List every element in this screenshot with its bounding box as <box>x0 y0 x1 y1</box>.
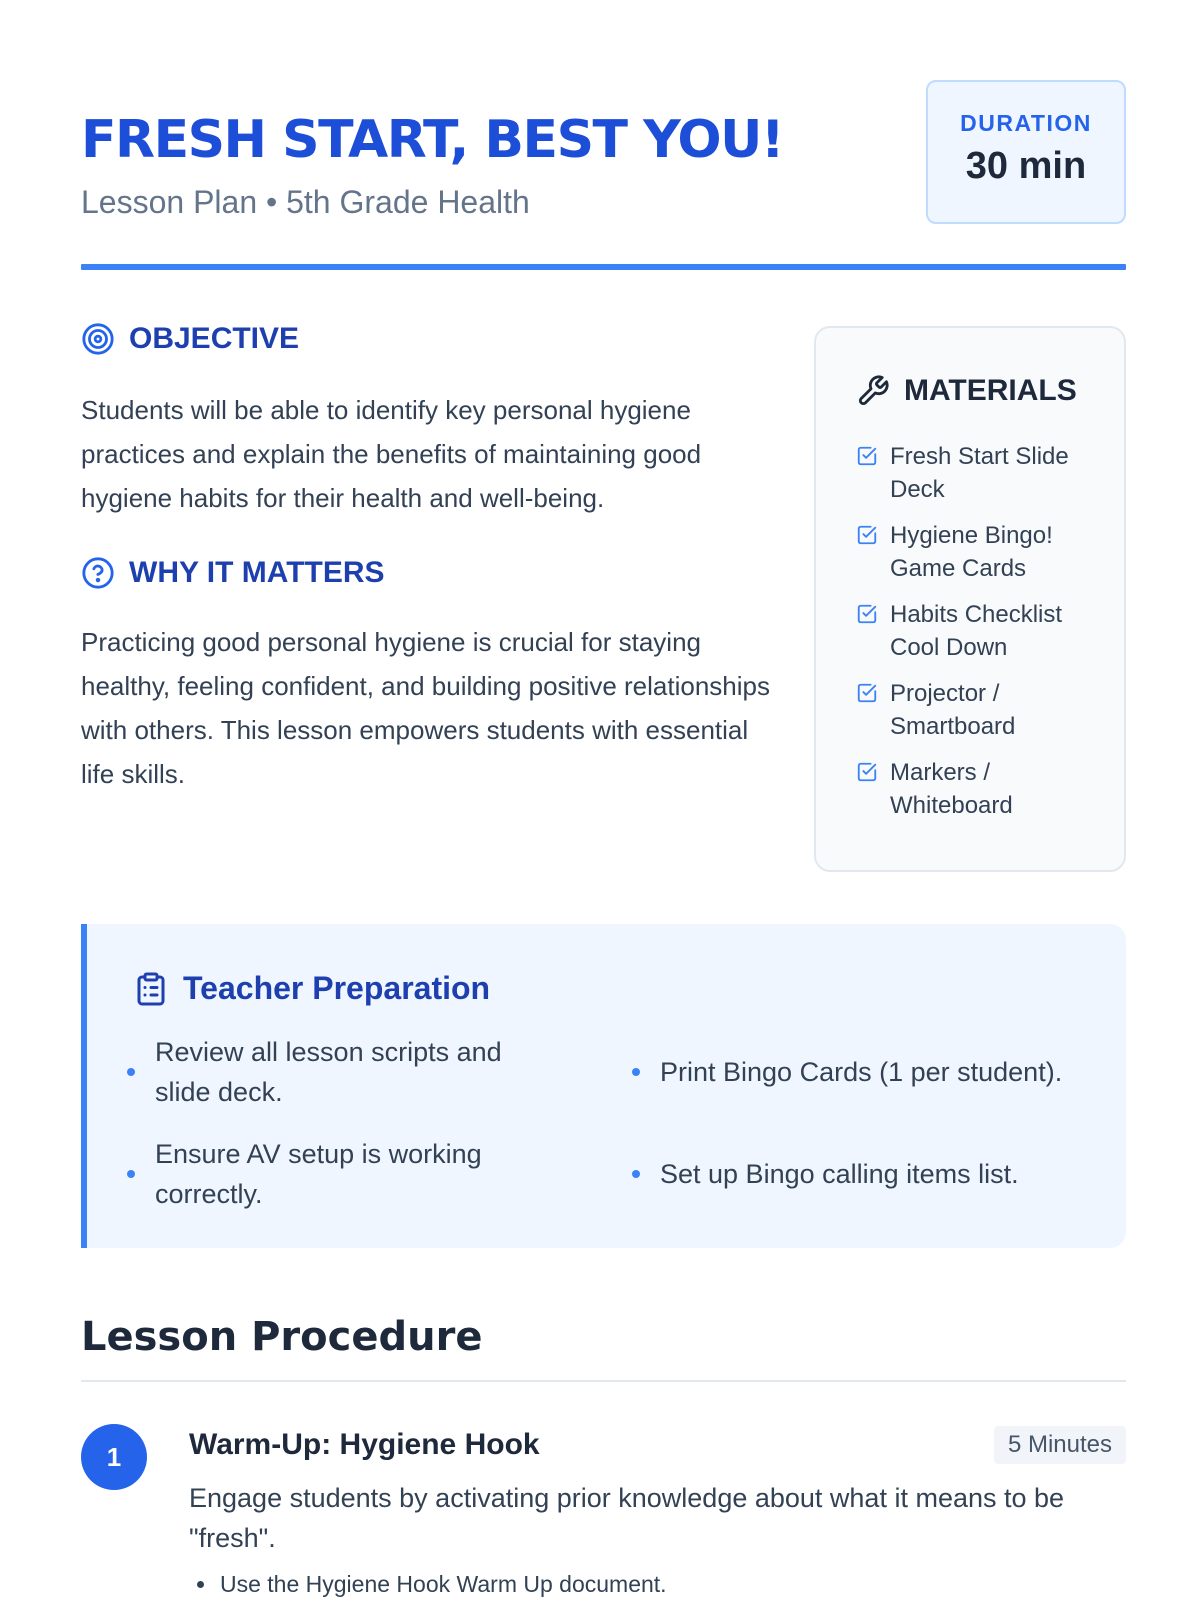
bullet-dot <box>127 1068 135 1076</box>
materials-card <box>814 326 1126 872</box>
checkbox-icon <box>856 761 878 783</box>
list-item <box>632 1032 1087 1112</box>
material-label: Hygiene Bingo! Game Cards <box>890 522 1053 582</box>
prep-item-text: Ensure AV setup is working correctly. <box>155 1139 482 1209</box>
list-item <box>856 756 1106 822</box>
materials-title: MATERIALS <box>904 374 1077 407</box>
step-bullet-text: Use the Hygiene Hook Warm Up document. <box>220 1571 667 1597</box>
prep-list <box>127 1032 1087 1214</box>
step-description: Engage students by activating prior knowledge about what it means to be "fresh". <box>189 1483 1065 1553</box>
checkbox-icon <box>856 524 878 546</box>
procedure-title: Lesson Procedure <box>81 1314 483 1360</box>
question-circle-icon <box>81 556 115 590</box>
teacher-prep-panel <box>81 924 1126 1248</box>
material-label: Markers / Whiteboard <box>890 759 1013 819</box>
duration-card <box>926 80 1126 224</box>
duration-value: 30 min <box>965 145 1087 187</box>
checkbox-icon <box>856 603 878 625</box>
list-item <box>127 1032 632 1112</box>
material-label: Fresh Start Slide Deck <box>890 443 1069 503</box>
page-title: FRESH START, BEST YOU! <box>81 110 784 170</box>
step-duration-badge: 5 Minutes <box>994 1426 1126 1464</box>
step-title: Warm-Up: Hygiene Hook <box>189 1428 540 1461</box>
header-divider <box>81 264 1126 270</box>
target-icon <box>81 322 115 356</box>
objective-heading <box>81 322 299 356</box>
bullet-dot <box>632 1170 640 1178</box>
checkbox-icon <box>856 682 878 704</box>
material-label: Habits Checklist Cool Down <box>890 601 1063 661</box>
list-item <box>189 1568 667 1600</box>
list-item <box>856 598 1106 664</box>
step-number-badge: 1 <box>81 1424 147 1490</box>
why-heading <box>81 556 385 590</box>
prep-item-text: Print Bingo Cards (1 per student). <box>660 1057 1063 1087</box>
bullet-dot <box>127 1170 135 1178</box>
prep-heading <box>133 970 490 1007</box>
lesson-header <box>81 80 1126 272</box>
procedure-divider <box>81 1380 1126 1382</box>
list-item <box>632 1134 1087 1214</box>
page-subtitle: Lesson Plan • 5th Grade Health <box>81 184 530 220</box>
why-text: Practicing good personal hygiene is crucial for staying healthy, feeling confident, and building positive relationships with others. This lesson empowers students with essential life skills. <box>81 627 770 789</box>
checkbox-icon <box>856 445 878 467</box>
prep-item-text: Set up Bingo calling items list. <box>660 1159 1019 1189</box>
step-bullet-list <box>189 1568 667 1600</box>
wrench-icon <box>856 374 890 408</box>
duration-label: DURATION <box>960 110 1092 136</box>
prep-title: Teacher Preparation <box>183 970 491 1006</box>
list-item <box>127 1134 632 1214</box>
objective-text: Students will be able to identify key personal hygiene practices and explain the benefits of maintaining good hygiene habits for their health and well-being. <box>81 395 702 513</box>
bullet-dot <box>197 1581 204 1588</box>
why-title: WHY IT MATTERS <box>129 556 385 589</box>
objective-title: OBJECTIVE <box>129 322 300 355</box>
clipboard-icon <box>133 971 169 1007</box>
list-item <box>856 440 1106 506</box>
materials-heading <box>856 374 1077 408</box>
list-item <box>856 677 1106 743</box>
prep-item-text: Review all lesson scripts and slide deck. <box>155 1037 502 1107</box>
materials-list <box>856 440 1106 835</box>
bullet-dot <box>632 1068 640 1076</box>
material-label: Projector / Smartboard <box>890 680 1016 740</box>
list-item <box>856 519 1106 585</box>
